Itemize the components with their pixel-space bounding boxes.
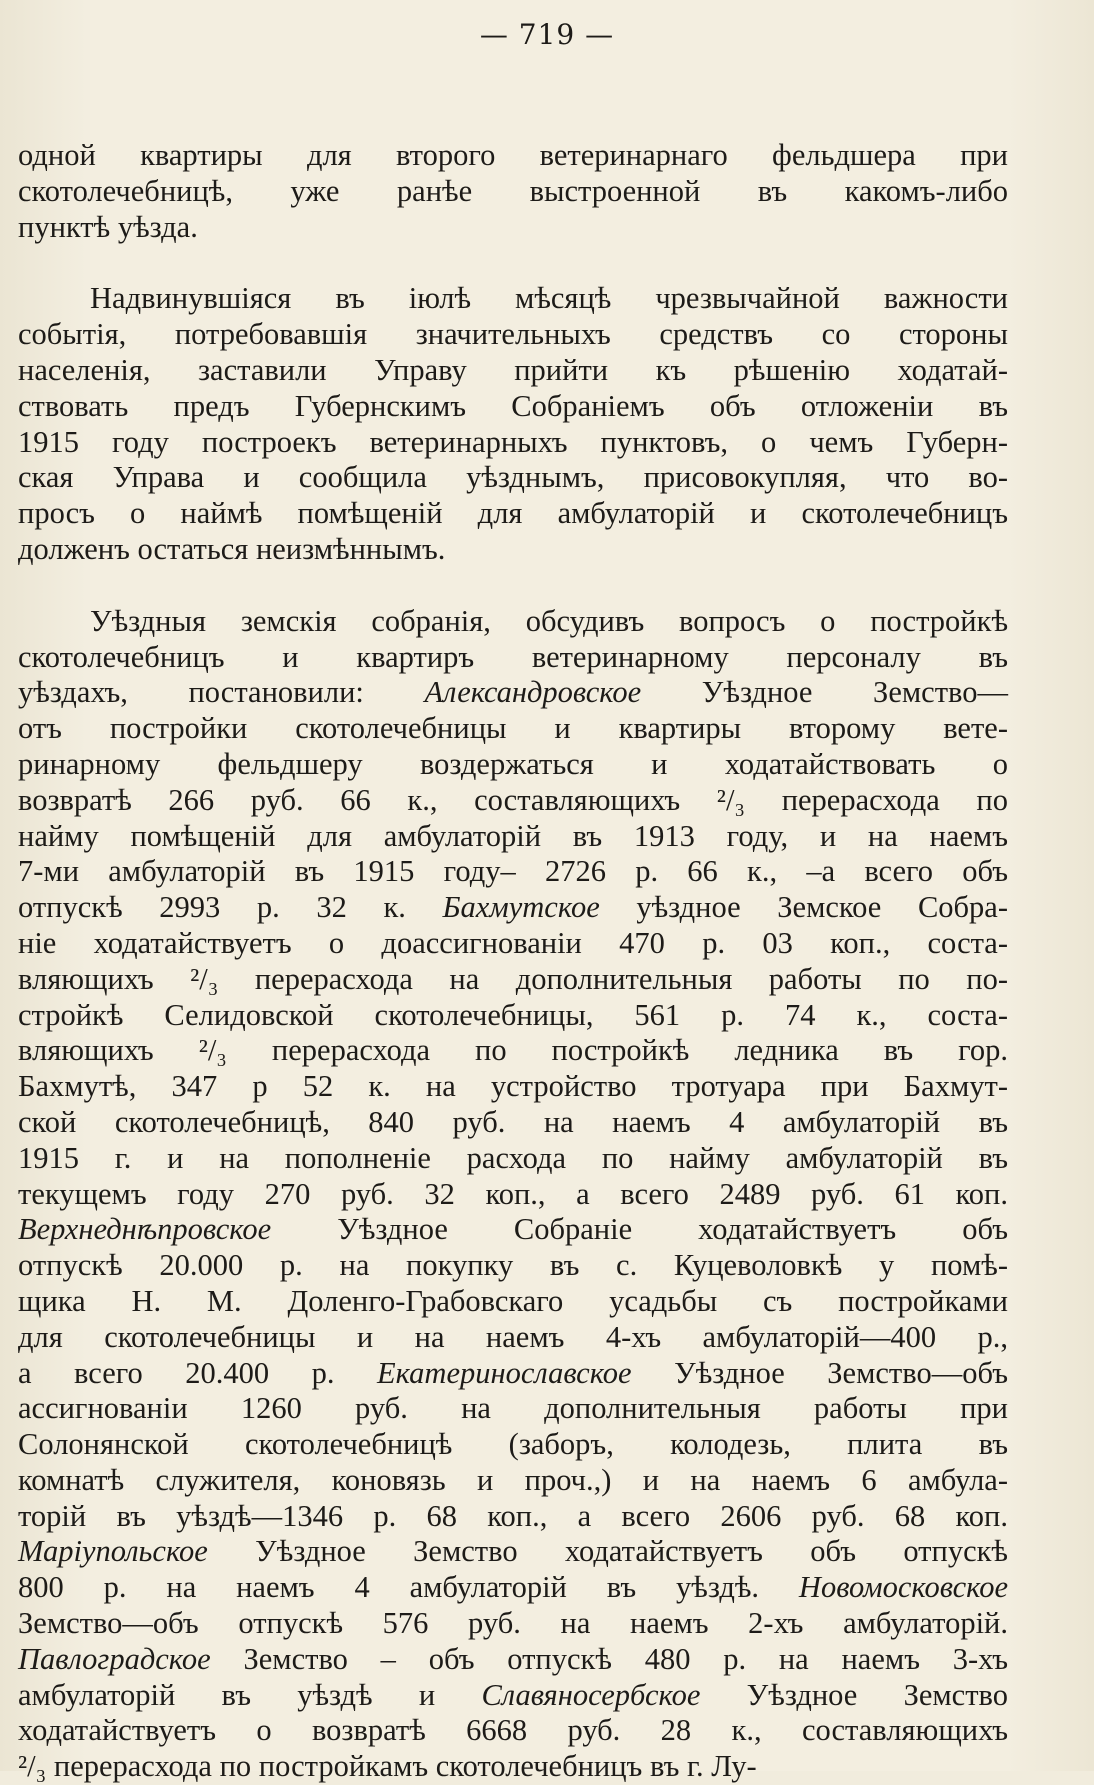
district-name: Новомосковское	[798, 1570, 1008, 1605]
text-segment: текущемъ году 270 руб. 32 коп., а всего 2489 руб. 61 коп.	[18, 1176, 1008, 1211]
text-line	[18, 1356, 1008, 1392]
text-segment: амбулаторiй въ уѣздѣ и	[18, 1677, 482, 1712]
text-line	[18, 1642, 1008, 1678]
text-line	[18, 460, 1008, 496]
text-line	[18, 1105, 1008, 1141]
text-segment: ская Управа и сообщила уѣзднымъ, присовокупляя, что во-	[18, 460, 1008, 495]
text-segment: отпускѣ 2993 р. 32 к.	[18, 890, 443, 925]
text-segment: ринарному фельдшеру воздержаться и ходатайствовать о	[18, 746, 1008, 781]
text-line	[18, 783, 1008, 819]
text-line	[18, 1391, 1008, 1427]
text-segment: долженъ остаться неизмѣннымъ.	[18, 531, 446, 566]
text-segment: просъ о наймѣ помѣщенiй для амбулаторiй и скотолечебницъ	[18, 496, 1008, 531]
text-line	[18, 711, 1008, 747]
text-line	[18, 389, 1008, 425]
text-line	[18, 1427, 1008, 1463]
text-segment: ходатайствуетъ о возвратѣ 6668 руб. 28 к., составляющихъ	[18, 1713, 1008, 1748]
text-segment: Земство—объ отпускѣ 576 руб. на наемъ 2-хъ амбулаторiй.	[18, 1606, 1008, 1641]
text-segment: вляющихъ ²/₃ перерасхода на дополнительныя работы по по-	[18, 961, 1008, 996]
text-line	[18, 1678, 1008, 1714]
text-line	[18, 353, 1008, 389]
text-segment: Бахмутѣ, 347 р 52 к. на устройство тротуара при Бахмут-	[18, 1069, 1008, 1104]
text-segment: уѣздное Земское Собра-	[599, 890, 1009, 925]
text-segment: одной квартиры для второго ветеринарнаго фельдшера при	[18, 138, 1008, 172]
text-line	[18, 1749, 1008, 1785]
text-segment: Уѣздное Собранiе ходатайствуетъ объ	[271, 1212, 1008, 1247]
district-name: Павлоградское	[18, 1641, 211, 1676]
text-segment: Уѣздныя земскiя собранiя, обсудивъ вопросъ о постройкѣ	[90, 603, 1008, 638]
text-line	[18, 174, 1008, 210]
text-line	[18, 138, 1008, 174]
text-segment: найму помѣщенiй для амбулаторiй въ 1913 году, и на наемъ	[18, 818, 1008, 853]
text-line	[18, 1248, 1008, 1284]
text-segment: уѣздахъ, постановили:	[18, 675, 425, 710]
text-line	[18, 1320, 1008, 1356]
district-name: Марiупольское	[18, 1534, 208, 1569]
text-segment: ²/₃ перерасхода по постройкамъ скотолечебницъ въ г. Лу-	[18, 1749, 757, 1784]
text-line	[18, 1606, 1008, 1642]
text-segment: 7-ми амбулаторiй въ 1915 году– 2726 р. 66 к., –а всего объ	[18, 854, 1008, 889]
text-segment: 1915 г. и на пополненiе расхода по найму амбулаторiй въ	[18, 1140, 1008, 1175]
text-line	[18, 1570, 1008, 1606]
text-segment: отъ постройки скотолечебницы и квартиры второму вете-	[18, 711, 1008, 746]
text-segment: торiй въ уѣздѣ—1346 р. 68 коп., а всего 2606 руб. 68 коп.	[18, 1498, 1008, 1533]
district-name: Бахмутское	[442, 890, 600, 925]
text-segment: населенiя, заставили Управу прийти къ рѣшенiю ходатай-	[18, 352, 1008, 387]
text-segment: ской скотолечебницѣ, 840 руб. на наемъ 4 амбулаторiй въ	[18, 1104, 1008, 1139]
text-segment: пунктѣ уѣзда.	[18, 209, 198, 244]
text-line	[18, 604, 1008, 640]
text-line	[18, 854, 1008, 890]
text-line	[18, 496, 1008, 532]
text-segment: скотолечебницѣ, уже ранѣе выстроенной въ какомъ-либо	[18, 173, 1008, 208]
text-line	[18, 962, 1008, 998]
text-line	[18, 210, 1008, 246]
text-line	[18, 1141, 1008, 1177]
text-segment: скотолечебницъ и квартиръ ветеринарному персоналу въ	[18, 639, 1008, 674]
text-segment: для скотолечебницы и на наемъ 4-хъ амбулаторiй—400 р.,	[18, 1319, 1008, 1354]
text-segment: Солонянской скотолечебницѣ (заборъ, колодезь, плита въ	[18, 1427, 1008, 1462]
text-line	[18, 1069, 1008, 1105]
text-segment: событiя, потребовавшiя значительныхъ средствъ со стороны	[18, 317, 1008, 352]
text-segment: вляющихъ ²/₃ перерасхода по постройкѣ ледника въ гор.	[18, 1033, 1008, 1068]
district-name: Екатеринославское	[377, 1355, 632, 1390]
district-name: Александровское	[424, 675, 642, 710]
text-segment: Уѣздное Земство—объ	[631, 1355, 1008, 1390]
paragraph-gap	[18, 245, 1008, 281]
district-name: Верхнеднѣпровское	[18, 1212, 272, 1247]
text-segment: Уѣздное Земство	[700, 1677, 1008, 1712]
text-line	[18, 890, 1008, 926]
text-segment: Уѣздное Земство ходатайствуетъ объ отпускѣ	[207, 1534, 1008, 1569]
text-line	[18, 640, 1008, 676]
text-line	[18, 1713, 1008, 1749]
district-name: Славяносербское	[481, 1677, 701, 1712]
text-line	[18, 1033, 1008, 1069]
text-line	[18, 926, 1008, 962]
text-segment: а всего 20.400 р.	[18, 1355, 378, 1390]
text-line	[18, 1177, 1008, 1213]
text-line	[18, 819, 1008, 855]
text-line	[18, 1463, 1008, 1499]
body-text	[18, 138, 1008, 1785]
text-segment: 1915 году построекъ ветеринарныхъ пунктовъ, о чемъ Губерн-	[18, 424, 1008, 459]
text-segment: нiе ходатайствуетъ о доассигнованiи 470 р. 03 коп., соста-	[18, 925, 1008, 960]
text-line	[18, 1499, 1008, 1535]
text-segment: Надвинувшiяся въ iюлѣ мѣсяцѣ чрезвычайной важности	[90, 281, 1008, 316]
text-segment: 800 р. на наемъ 4 амбулаторiй въ уѣздѣ.	[18, 1570, 799, 1605]
text-segment: стройкѣ Селидовской скотолечебницы, 561 р. 74 к., соста-	[18, 997, 1008, 1032]
text-line	[18, 1534, 1008, 1570]
text-segment: отпускѣ 20.000 р. на покупку въ с. Куцеволовкѣ у помѣ-	[18, 1248, 1008, 1283]
paragraph-gap	[18, 568, 1008, 604]
text-segment: ассигнованiи 1260 руб. на дополнительныя работы при	[18, 1391, 1008, 1426]
text-line	[18, 998, 1008, 1034]
text-segment: Уѣздное Земство—	[641, 675, 1008, 710]
page-number: — 719 —	[479, 18, 615, 51]
text-line	[18, 532, 1008, 568]
text-line	[18, 1284, 1008, 1320]
text-segment: комнатѣ служителя, коновязь и проч.,) и на наемъ 6 амбула-	[18, 1462, 1008, 1497]
text-line	[18, 425, 1008, 461]
text-line	[18, 317, 1008, 353]
text-segment: щика Н. М. Доленго-Грабовскаго усадьбы съ постройками	[18, 1283, 1008, 1318]
text-segment: ствовать предъ Губернскимъ Собранiемъ объ отложенiи въ	[18, 388, 1008, 423]
text-segment: Земство – объ отпускѣ 480 р. на наемъ 3-хъ	[210, 1641, 1008, 1676]
text-line	[18, 281, 1008, 317]
text-segment: возвратѣ 266 руб. 66 к., составляющихъ ²/₃ перерасхода по	[18, 782, 1008, 817]
text-line	[18, 1212, 1008, 1248]
text-line	[18, 675, 1008, 711]
text-line	[18, 747, 1008, 783]
